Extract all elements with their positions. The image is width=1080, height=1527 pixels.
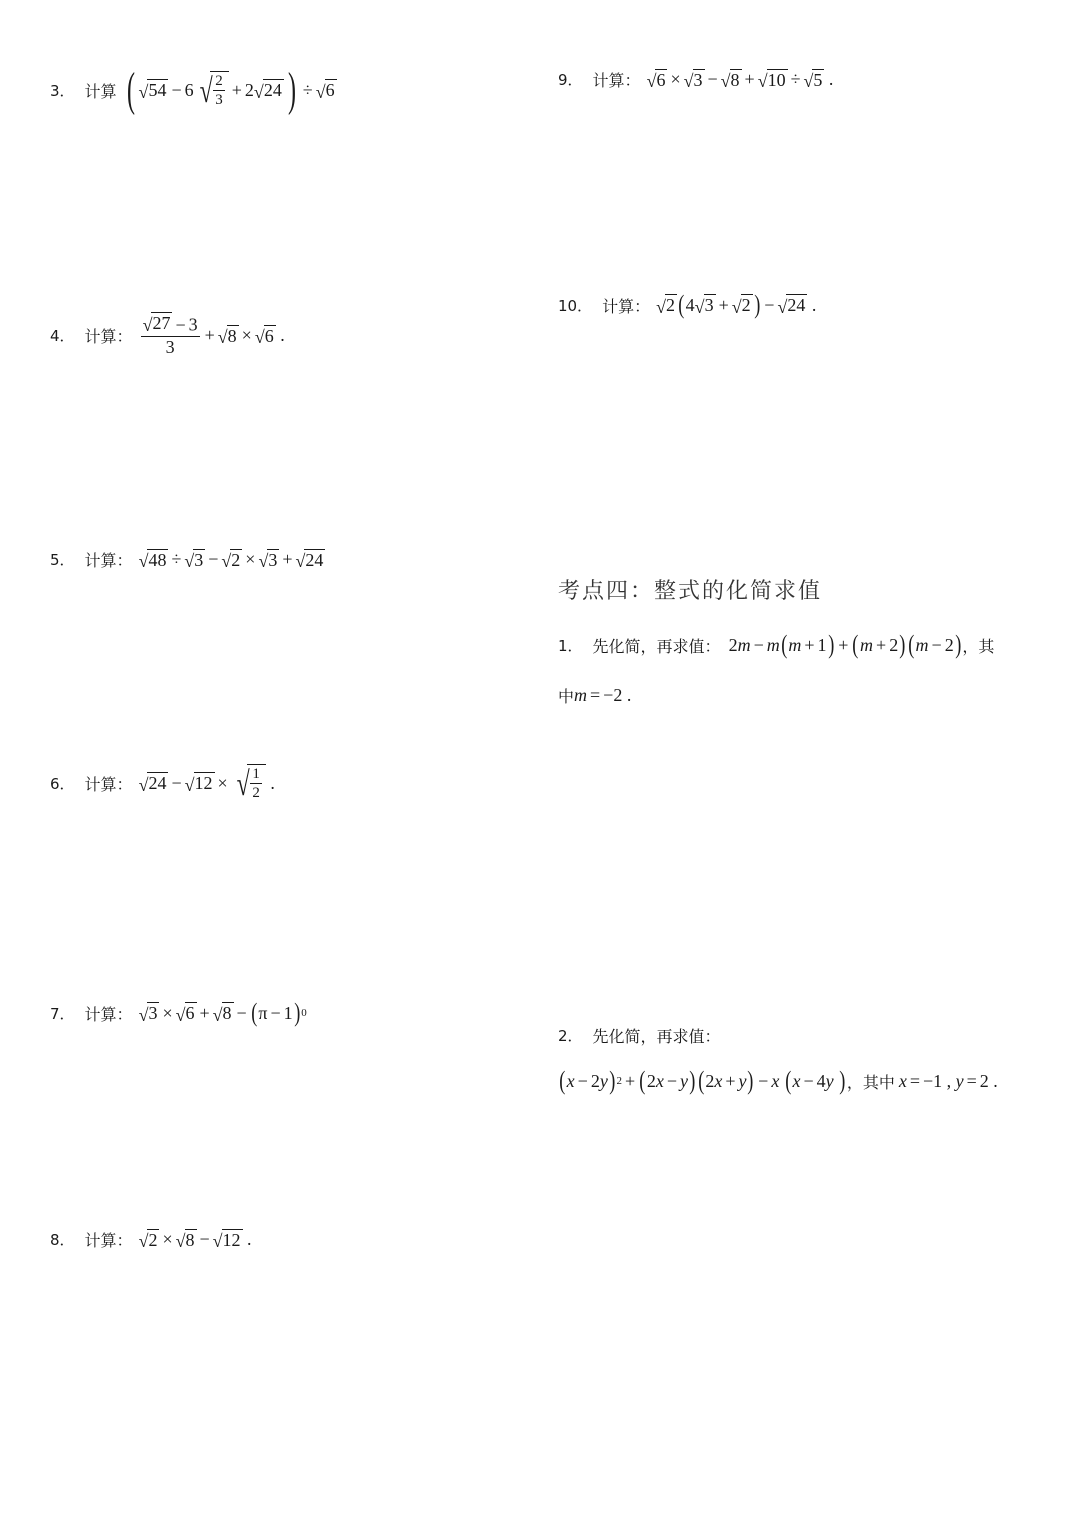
problem-label: 计算： — [592, 71, 641, 90]
expression: √ 24 − √ 12 × √ $\frac{1}{2}$ . — [138, 766, 275, 803]
question-number: 1． — [558, 636, 583, 655]
problem-number: 6． — [50, 774, 75, 793]
problem-5 — [50, 548, 325, 571]
expression: ( √ 54 − 6 √ $\frac{2}{3}$ + 2 √ 24 ) ÷ √ 6 — [126, 63, 335, 116]
problem-label: 计算： — [84, 1004, 133, 1024]
question-label: 先化简，再求值： — [592, 636, 721, 656]
expression: √ 2 × √ 8 − √ 12 . — [138, 1229, 252, 1252]
problem-label: 计算： — [602, 296, 651, 316]
expression: √ 3 × √ 6 + √ 8 − ( π − 1 ) 0 — [138, 998, 307, 1027]
section-title: 考点四：整式的化简求值 — [558, 579, 823, 604]
problem-number: 9． — [558, 71, 583, 89]
question-mid: ，其中 — [846, 1072, 895, 1092]
problem-number: 8． — [50, 1231, 75, 1249]
expression: √ 2 ( 4 √ 3 + √ 2 ) − √ 24 . — [656, 290, 817, 319]
problem-6 — [50, 764, 275, 802]
condition-expression: x = − 1 , y = 2 . — [898, 1070, 998, 1091]
condition-expression: m = − 2 . — [574, 685, 632, 705]
question-label: 先化简，再求值： — [592, 1027, 721, 1046]
problem-number: 3． — [50, 81, 75, 100]
problem-label: 计算 — [84, 81, 117, 101]
problem-number: 4． — [50, 326, 75, 345]
problem-number: 5． — [50, 551, 75, 569]
problem-label: 计算： — [84, 551, 133, 570]
problem-number: 7． — [50, 1004, 75, 1023]
expression: √ 27 − 3 3 + √ 8 × √ 6 . — [142, 313, 285, 358]
expression: 2 m − m ( m + 1 ) + ( m + 2 ) ( m − 2 ) — [728, 630, 962, 659]
expression: √ 48 ÷ √ 3 − √ 2 × √ 3 + √ 24 — [138, 549, 324, 572]
question-2 — [558, 1024, 721, 1047]
expression: ( x − 2 y ) 2 + ( 2 x − y ) ( 2 x + y ) − x ( x − 4 y ) — [559, 1066, 846, 1095]
question-tail: ，其 — [962, 636, 995, 656]
problem-3 — [50, 63, 337, 116]
condition-prefix: 中 — [558, 687, 575, 706]
question-2-expression — [558, 1068, 998, 1094]
problem-label: 计算： — [84, 774, 133, 794]
problem-7 — [50, 1000, 307, 1026]
expression: √ 6 × √ 3 − √ 8 + √ 10 ÷ √ 5 . — [646, 69, 834, 92]
question-1-condition — [558, 684, 631, 707]
problem-8 — [50, 1228, 252, 1251]
question-1 — [558, 632, 994, 658]
problem-10 — [558, 292, 816, 318]
problem-label: 计算： — [84, 1231, 133, 1250]
problem-9 — [558, 68, 833, 91]
problem-label: 计算： — [84, 326, 133, 346]
question-number: 2． — [558, 1027, 583, 1045]
problem-number: 10． — [558, 296, 593, 315]
problem-4 — [50, 312, 285, 359]
